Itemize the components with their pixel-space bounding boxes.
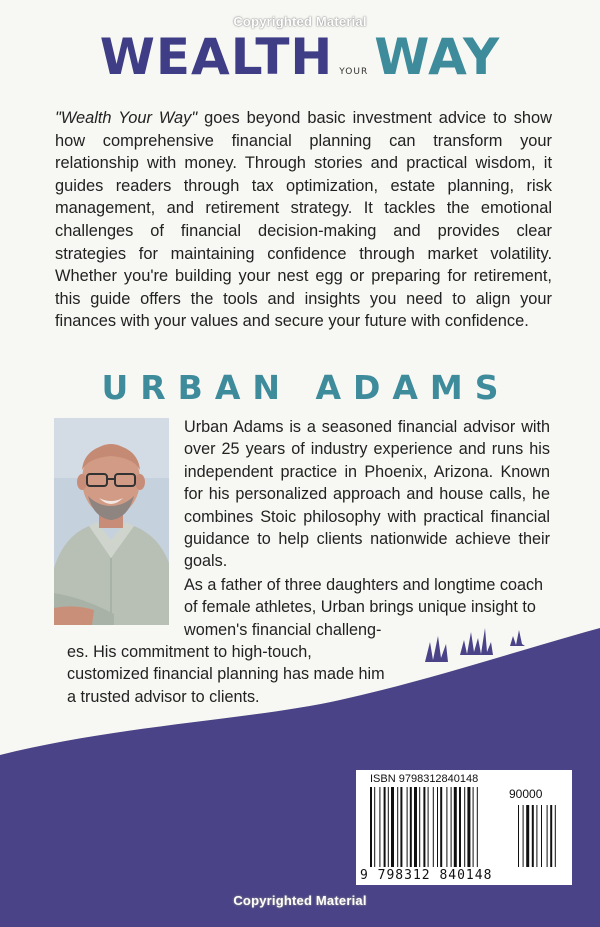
blurb-text: goes beyond basic investment advice to show how comprehensive financial planning can transform your relationship with money. Through stories and practical wisdom, it guides readers through tax optimization, estate planning, risk management, and retirement strategy. It tackles the emotional challenges of financial decision-making and provides clear strategies for maintaining confidence through market volatility. Whether you're building your nest egg or preparing for retirement, this guide offers the tools and insights you need to align your finances with your values and secure your future with confidence. [55,109,552,331]
author-bio-paragraph-2-continued: es. His commitment to high-touch, customized financial planning has made him a trusted advisor to clients. [67,643,385,706]
blurb-italic-title: "Wealth Your Way" [55,109,198,127]
title-word-wealth: WEALTH [99,28,334,86]
title-word-your: YOUR [339,67,369,77]
isbn-digits: 9 798312 840148 [360,868,493,883]
price-code: 90000 [509,787,543,801]
title-word-way: WAY [374,28,501,86]
watermark-bottom: Copyrighted Material [233,893,367,908]
watermark-top: Copyrighted Material [233,14,367,29]
barcode-box [356,770,572,885]
author-bio-paragraph-1: Urban Adams is a seasoned financial advisor with over 25 years of industry experience and runs his independent practice in Phoenix, Arizona. Known for his personalized approach and house calls, he combines Stoic philosophy with practical financial guidance to help clients nationwide achieve their goals. [184,418,550,571]
author-name: URBAN ADAMS [101,368,511,407]
author-bio-paragraph-2: As a father of three daughters and longtime coach of female athletes, Urban brings unique insight to women's financial challeng- [184,576,544,639]
isbn-label: ISBN 9798312840148 [370,773,479,785]
